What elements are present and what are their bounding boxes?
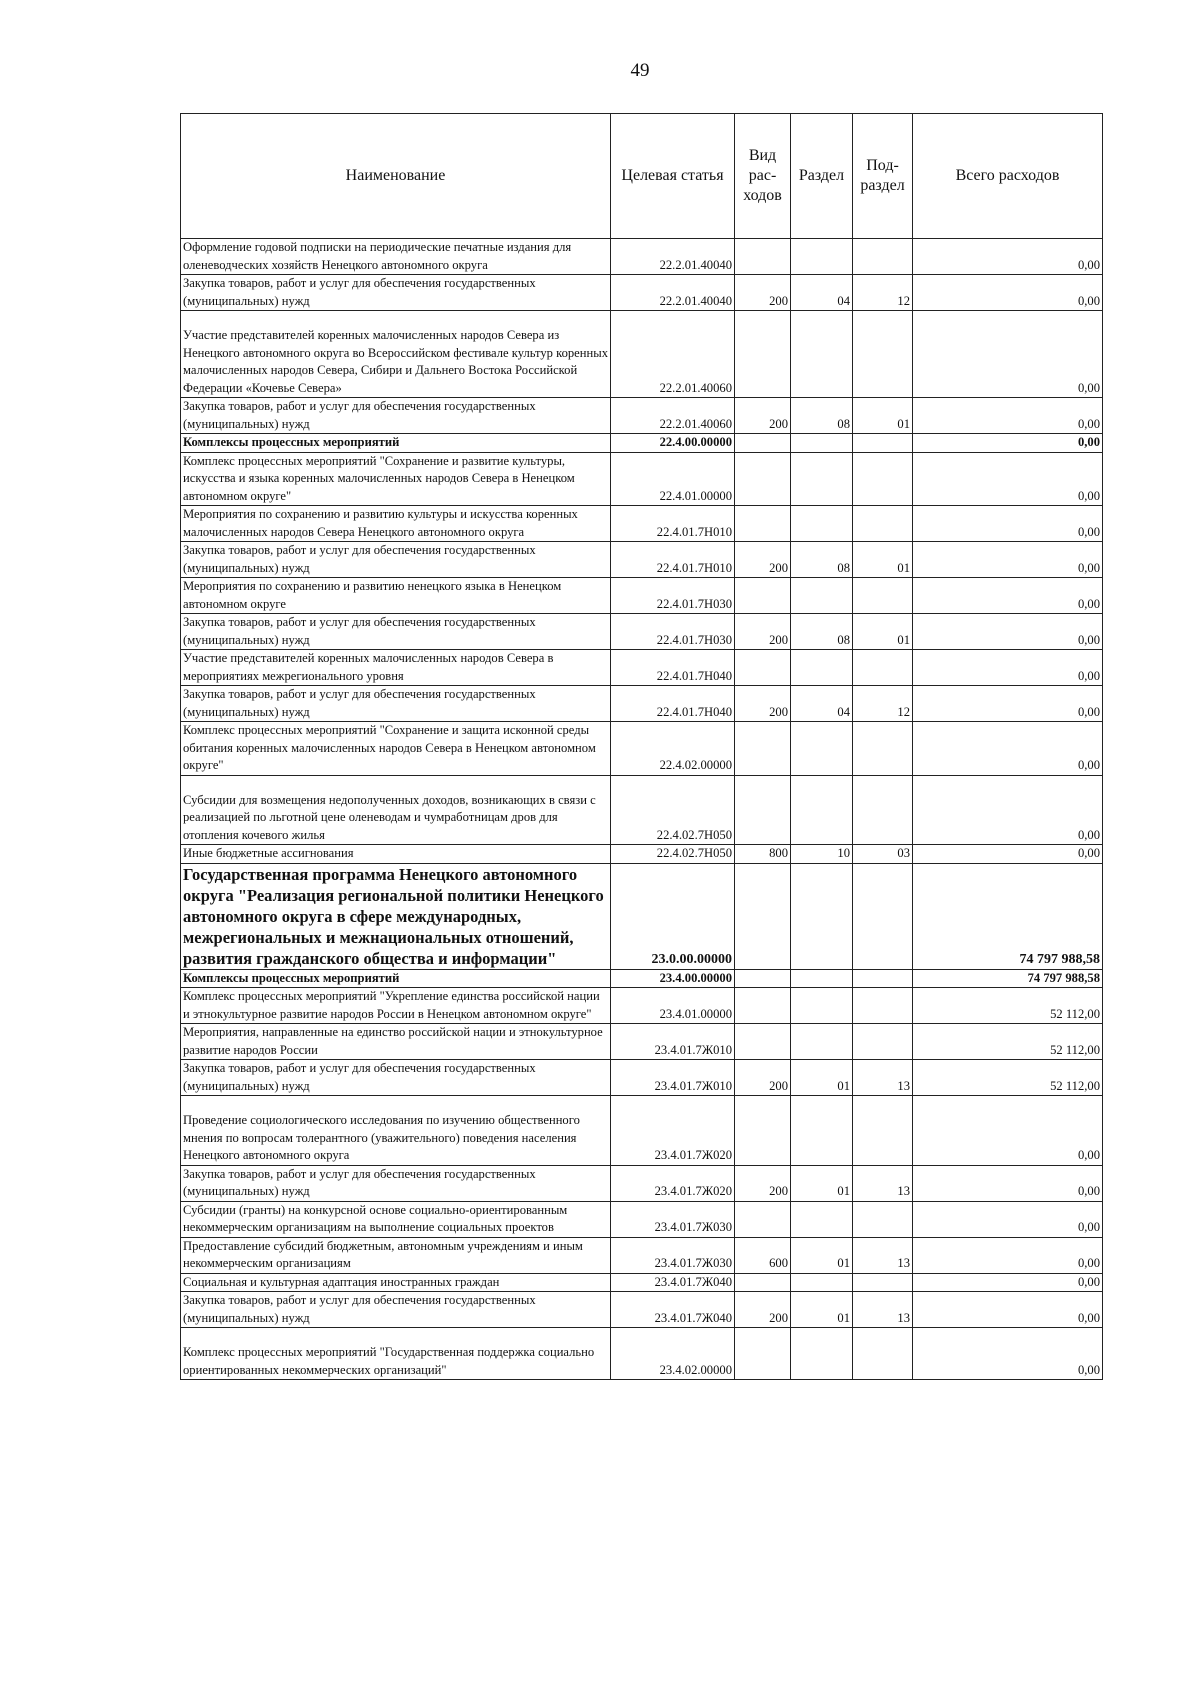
table-row <box>181 275 1103 311</box>
row-total: 0,00 <box>913 1201 1103 1237</box>
row-section <box>791 506 853 542</box>
row-total: 0,00 <box>913 434 1103 453</box>
row-total: 0,00 <box>913 239 1103 275</box>
table-row <box>181 775 1103 845</box>
row-total: 0,00 <box>913 845 1103 864</box>
row-section <box>791 775 853 845</box>
header-podrazdel: Под- раздел <box>853 114 913 239</box>
table-row <box>181 845 1103 864</box>
budget-table <box>180 113 1103 1380</box>
row-name: Комплексы процессных мероприятий <box>181 434 611 453</box>
row-subsection: 13 <box>853 1292 913 1328</box>
row-subsection: 12 <box>853 686 913 722</box>
row-expense-type: 200 <box>735 1165 791 1201</box>
row-subsection: 12 <box>853 275 913 311</box>
row-name: Закупка товаров, работ и услуг для обеспечения государственных (муниципальных) нужд <box>181 1292 611 1328</box>
row-expense-type <box>735 239 791 275</box>
row-name: Субсидии для возмещения недополученных доходов, возникающих в связи с реализацией по льготной цене оленеводам и чумработницам дров для отопления кочевого жилья <box>181 775 611 845</box>
row-total: 0,00 <box>913 1096 1103 1166</box>
row-target-code: 22.4.02.7Н050 <box>611 845 735 864</box>
row-name: Мероприятия по сохранению и развитию культуры и искусства коренных малочисленных народов Севера Ненецкого автономного округа <box>181 506 611 542</box>
row-expense-type <box>735 1273 791 1292</box>
row-subsection <box>853 452 913 506</box>
row-section: 01 <box>791 1292 853 1328</box>
row-name: Закупка товаров, работ и услуг для обеспечения государственных (муниципальных) нужд <box>181 542 611 578</box>
row-total: 74 797 988,58 <box>913 863 1103 969</box>
row-target-code: 23.4.01.00000 <box>611 988 735 1024</box>
row-subsection <box>853 969 913 988</box>
row-subsection: 01 <box>853 614 913 650</box>
row-expense-type <box>735 722 791 776</box>
row-target-code: 23.4.01.7Ж020 <box>611 1165 735 1201</box>
row-subsection <box>853 311 913 398</box>
row-subsection <box>853 434 913 453</box>
table-header-row <box>181 114 1103 239</box>
table-row <box>181 722 1103 776</box>
row-subsection <box>853 239 913 275</box>
row-expense-type <box>735 1328 791 1380</box>
row-section <box>791 1096 853 1166</box>
row-name: Комплекс процессных мероприятий "Государственная поддержка социально ориентированных некоммерческих организаций" <box>181 1328 611 1380</box>
row-name: Мероприятия, направленные на единство российской нации и этнокультурное развитие народов России <box>181 1024 611 1060</box>
row-name: Комплекс процессных мероприятий "Сохранение и защита исконной среды обитания коренных малочисленных народов Севера в Ненецком автономном округе" <box>181 722 611 776</box>
row-section: 01 <box>791 1060 853 1096</box>
table-row <box>181 614 1103 650</box>
row-total: 0,00 <box>913 452 1103 506</box>
row-name: Закупка товаров, работ и услуг для обеспечения государственных (муниципальных) нужд <box>181 398 611 434</box>
row-section <box>791 863 853 969</box>
row-expense-type <box>735 578 791 614</box>
row-section <box>791 578 853 614</box>
row-name: Комплекс процессных мероприятий "Сохранение и развитие культуры, искусства и языка коренных малочисленных народов Севера в Ненецком автономном округе" <box>181 452 611 506</box>
table-row <box>181 863 1103 969</box>
row-subsection <box>853 988 913 1024</box>
row-section: 04 <box>791 686 853 722</box>
page-number: 49 <box>630 60 650 81</box>
header-code: Целевая статья <box>611 114 735 239</box>
row-name: Закупка товаров, работ и услуг для обеспечения государственных (муниципальных) нужд <box>181 275 611 311</box>
table-row <box>181 578 1103 614</box>
row-name: Оформление годовой подписки на периодические печатные издания для оленеводческих хозяйств Ненецкого автономного округа <box>181 239 611 275</box>
row-name: Комплекс процессных мероприятий "Укрепление единства российской нации и этнокультурное развитие народов России в Ненецком автономном округе" <box>181 988 611 1024</box>
table-row <box>181 969 1103 988</box>
row-total: 0,00 <box>913 506 1103 542</box>
row-subsection <box>853 1024 913 1060</box>
row-expense-type: 200 <box>735 614 791 650</box>
row-target-code: 23.4.01.7Ж010 <box>611 1060 735 1096</box>
row-target-code: 22.4.01.7Н040 <box>611 686 735 722</box>
row-total: 52 112,00 <box>913 1060 1103 1096</box>
row-section <box>791 434 853 453</box>
row-subsection <box>853 1273 913 1292</box>
row-section <box>791 722 853 776</box>
row-subsection: 13 <box>853 1165 913 1201</box>
table-row <box>181 398 1103 434</box>
row-section: 01 <box>791 1237 853 1273</box>
row-subsection <box>853 1328 913 1380</box>
row-expense-type <box>735 1024 791 1060</box>
row-total: 0,00 <box>913 686 1103 722</box>
row-subsection: 01 <box>853 398 913 434</box>
table-row <box>181 1292 1103 1328</box>
row-subsection: 01 <box>853 542 913 578</box>
row-expense-type: 800 <box>735 845 791 864</box>
row-expense-type: 200 <box>735 398 791 434</box>
row-subsection: 13 <box>853 1237 913 1273</box>
row-target-code: 22.4.01.7Н010 <box>611 506 735 542</box>
row-section: 04 <box>791 275 853 311</box>
row-total: 0,00 <box>913 398 1103 434</box>
row-total: 0,00 <box>913 650 1103 686</box>
table-row <box>181 1201 1103 1237</box>
row-subsection <box>853 1096 913 1166</box>
header-razdel: Раздел <box>791 114 853 239</box>
row-name: Социальная и культурная адаптация иностранных граждан <box>181 1273 611 1292</box>
row-expense-type: 200 <box>735 275 791 311</box>
row-target-code: 22.4.01.7Н040 <box>611 650 735 686</box>
row-subsection <box>853 863 913 969</box>
row-total: 0,00 <box>913 1237 1103 1273</box>
table-row <box>181 1237 1103 1273</box>
row-expense-type: 200 <box>735 1060 791 1096</box>
row-target-code: 23.4.01.7Ж020 <box>611 1096 735 1166</box>
row-total: 52 112,00 <box>913 988 1103 1024</box>
row-target-code: 23.4.01.7Ж030 <box>611 1201 735 1237</box>
table-row <box>181 1024 1103 1060</box>
row-section <box>791 452 853 506</box>
row-section: 08 <box>791 542 853 578</box>
row-target-code: 23.4.01.7Ж010 <box>611 1024 735 1060</box>
table-row <box>181 650 1103 686</box>
row-name: Участие представителей коренных малочисленных народов Севера в мероприятиях межрегионального уровня <box>181 650 611 686</box>
header-name: Наименование <box>181 114 611 239</box>
row-subsection: 13 <box>853 1060 913 1096</box>
row-target-code: 22.4.02.7Н050 <box>611 775 735 845</box>
row-section: 08 <box>791 398 853 434</box>
table-row <box>181 311 1103 398</box>
row-target-code: 23.0.00.00000 <box>611 863 735 969</box>
row-name: Участие представителей коренных малочисленных народов Севера из Ненецкого автономного округа во Всероссийском фестивале культур коренных малочисленных народов Севера, Сибири и Дальнего Востока Российской Федерации «Кочевье Севера» <box>181 311 611 398</box>
row-target-code: 22.2.01.40040 <box>611 275 735 311</box>
row-subsection <box>853 578 913 614</box>
row-section <box>791 969 853 988</box>
row-section: 10 <box>791 845 853 864</box>
table-row <box>181 239 1103 275</box>
row-expense-type <box>735 434 791 453</box>
row-total: 0,00 <box>913 1273 1103 1292</box>
row-section <box>791 1328 853 1380</box>
row-subsection <box>853 506 913 542</box>
row-expense-type <box>735 969 791 988</box>
table-row <box>181 1273 1103 1292</box>
row-target-code: 23.4.01.7Ж040 <box>611 1273 735 1292</box>
row-total: 0,00 <box>913 722 1103 776</box>
row-section <box>791 239 853 275</box>
row-section <box>791 1273 853 1292</box>
table-row <box>181 988 1103 1024</box>
row-target-code: 22.2.01.40060 <box>611 398 735 434</box>
row-target-code: 22.4.01.7Н030 <box>611 578 735 614</box>
row-section <box>791 988 853 1024</box>
header-vid: Вид рас- ходов <box>735 114 791 239</box>
row-total: 0,00 <box>913 311 1103 398</box>
row-expense-type <box>735 1201 791 1237</box>
row-target-code: 22.2.01.40040 <box>611 239 735 275</box>
row-expense-type: 600 <box>735 1237 791 1273</box>
row-name: Закупка товаров, работ и услуг для обеспечения государственных (муниципальных) нужд <box>181 686 611 722</box>
table-row <box>181 1060 1103 1096</box>
row-target-code: 23.4.01.7Ж040 <box>611 1292 735 1328</box>
table-row <box>181 506 1103 542</box>
row-subsection: 03 <box>853 845 913 864</box>
header-total: Всего расходов <box>913 114 1103 239</box>
row-subsection <box>853 650 913 686</box>
row-subsection <box>853 722 913 776</box>
row-target-code: 22.4.00.00000 <box>611 434 735 453</box>
row-total: 0,00 <box>913 275 1103 311</box>
row-section: 08 <box>791 614 853 650</box>
row-expense-type <box>735 863 791 969</box>
row-total: 0,00 <box>913 1165 1103 1201</box>
row-subsection <box>853 775 913 845</box>
row-expense-type <box>735 506 791 542</box>
row-expense-type <box>735 988 791 1024</box>
row-name: Государственная программа Ненецкого автономного округа "Реализация региональной политики Ненецкого автономного округа в сфере международных, межрегиональных и межнациональных отношений, развития гражданского общества и информации" <box>181 863 611 969</box>
row-target-code: 22.4.01.00000 <box>611 452 735 506</box>
row-name: Субсидии (гранты) на конкурсной основе социально-ориентированным некоммерческим организациям на выполнение социальных проектов <box>181 1201 611 1237</box>
row-total: 74 797 988,58 <box>913 969 1103 988</box>
row-name: Мероприятия по сохранению и развитию ненецкого языка в Ненецком автономном округе <box>181 578 611 614</box>
row-expense-type: 200 <box>735 542 791 578</box>
row-expense-type <box>735 311 791 398</box>
row-target-code: 23.4.00.00000 <box>611 969 735 988</box>
row-total: 0,00 <box>913 578 1103 614</box>
row-target-code: 22.4.01.7Н010 <box>611 542 735 578</box>
row-name: Закупка товаров, работ и услуг для обеспечения государственных (муниципальных) нужд <box>181 1165 611 1201</box>
row-name: Предоставление субсидий бюджетным, автономным учреждениям и иным некоммерческим организациям <box>181 1237 611 1273</box>
table-row <box>181 452 1103 506</box>
table-row <box>181 542 1103 578</box>
row-expense-type <box>735 1096 791 1166</box>
row-section <box>791 1024 853 1060</box>
row-name: Закупка товаров, работ и услуг для обеспечения государственных (муниципальных) нужд <box>181 1060 611 1096</box>
row-total: 0,00 <box>913 775 1103 845</box>
row-name: Закупка товаров, работ и услуг для обеспечения государственных (муниципальных) нужд <box>181 614 611 650</box>
row-expense-type: 200 <box>735 1292 791 1328</box>
row-expense-type <box>735 650 791 686</box>
table-row <box>181 1328 1103 1380</box>
row-section <box>791 650 853 686</box>
row-name: Иные бюджетные ассигнования <box>181 845 611 864</box>
row-target-code: 22.2.01.40060 <box>611 311 735 398</box>
row-section <box>791 1201 853 1237</box>
row-section: 01 <box>791 1165 853 1201</box>
row-total: 0,00 <box>913 614 1103 650</box>
row-total: 0,00 <box>913 1328 1103 1380</box>
row-total: 0,00 <box>913 542 1103 578</box>
row-expense-type <box>735 452 791 506</box>
row-name: Комплексы процессных мероприятий <box>181 969 611 988</box>
table-row <box>181 1096 1103 1166</box>
row-subsection <box>853 1201 913 1237</box>
table-row <box>181 1165 1103 1201</box>
table-row <box>181 686 1103 722</box>
row-section <box>791 311 853 398</box>
row-target-code: 23.4.02.00000 <box>611 1328 735 1380</box>
row-total: 0,00 <box>913 1292 1103 1328</box>
table-row <box>181 434 1103 453</box>
row-target-code: 22.4.01.7Н030 <box>611 614 735 650</box>
row-target-code: 23.4.01.7Ж030 <box>611 1237 735 1273</box>
row-name: Проведение социологического исследования по изучению общественного мнения по вопросам толерантного (уважительного) поведения населения Ненецкого автономного округа <box>181 1096 611 1166</box>
row-total: 52 112,00 <box>913 1024 1103 1060</box>
row-target-code: 22.4.02.00000 <box>611 722 735 776</box>
row-expense-type: 200 <box>735 686 791 722</box>
row-expense-type <box>735 775 791 845</box>
